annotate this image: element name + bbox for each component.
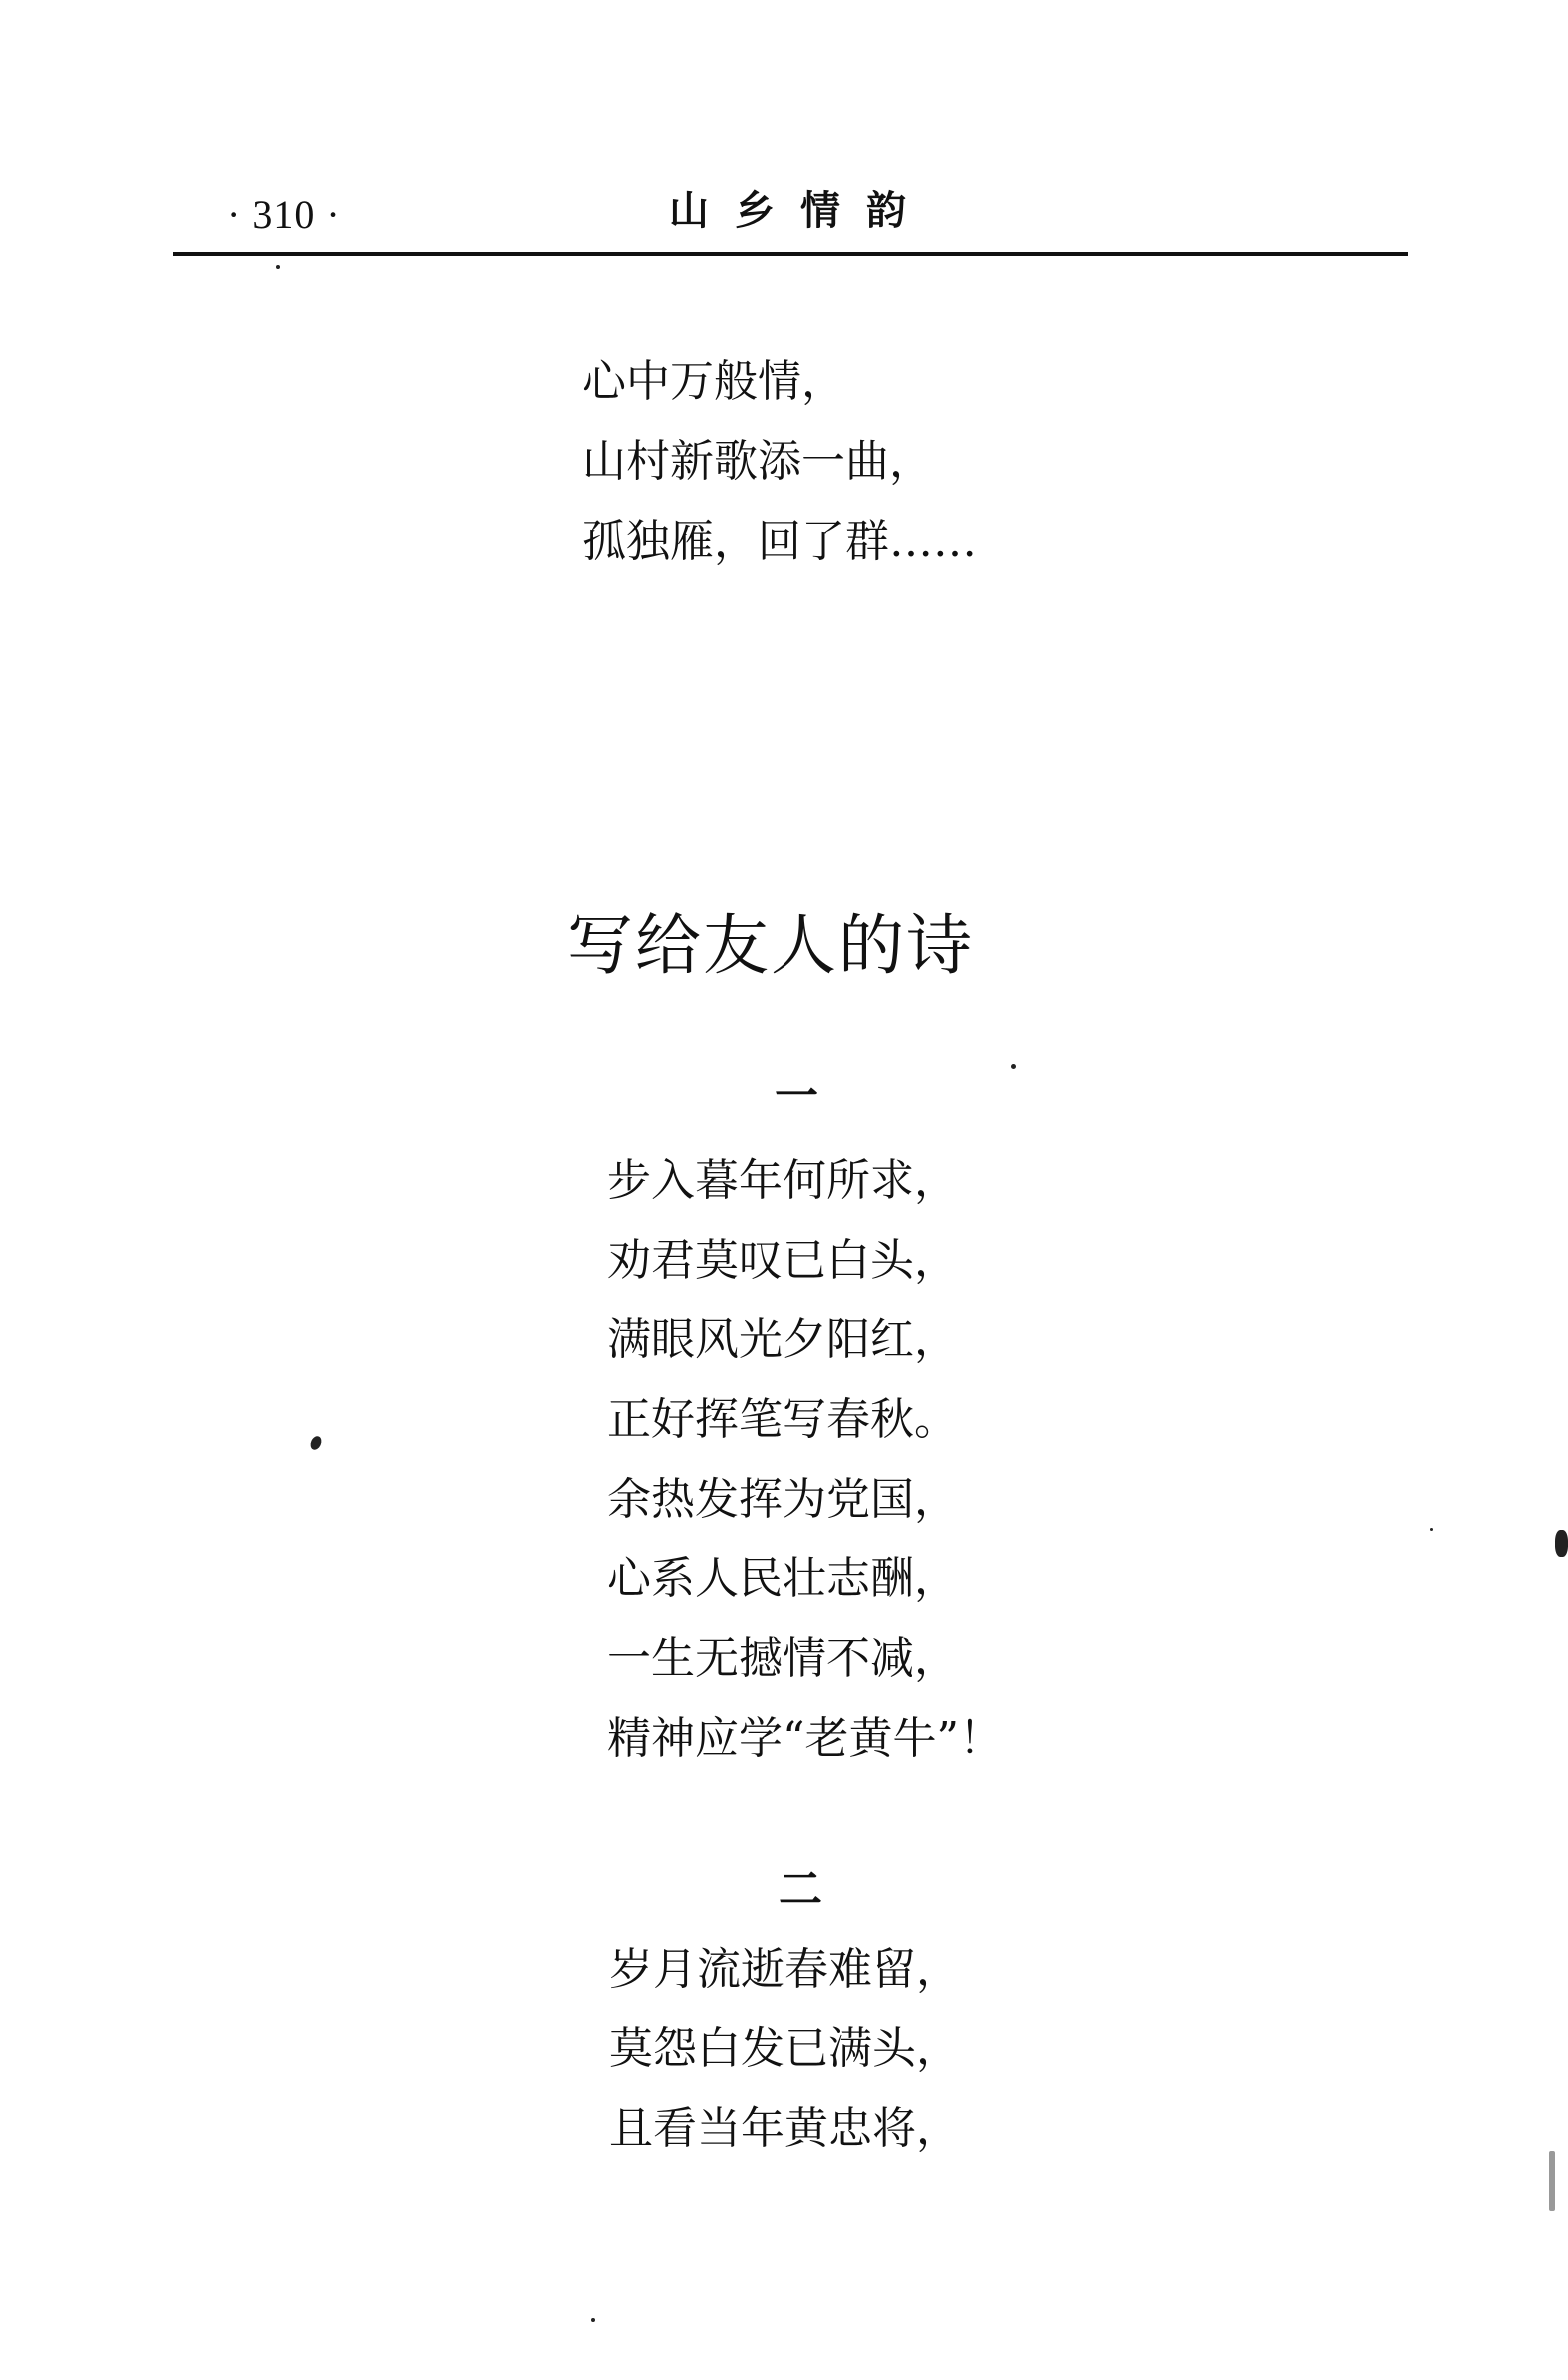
- verse-line: 步入暮年何所求，: [607, 1155, 958, 1206]
- page-number: · 310 ·: [227, 192, 340, 237]
- verse-line: 余热发挥为党国，: [607, 1474, 958, 1525]
- verse-line: 心系人民壮志酬，: [607, 1553, 958, 1604]
- scan-speck: [276, 265, 280, 269]
- verse-line: 且看当年黄忠将，: [609, 2103, 960, 2154]
- scan-speck: [1011, 1064, 1016, 1069]
- section-number: 二: [779, 1864, 822, 1915]
- verse-line: 一生无撼情不减，: [607, 1633, 958, 1684]
- verse-line: 岁月流逝春难留，: [609, 1944, 960, 1995]
- previous-poem-ending: [582, 343, 977, 582]
- section-number: 一: [775, 1071, 818, 1122]
- poem-section-two: [609, 1930, 960, 2169]
- verse-line: 孤独雁，回了群……: [582, 516, 977, 567]
- header-rule: [173, 252, 1408, 256]
- verse-line: 山村新歌添一曲，: [582, 436, 933, 487]
- running-header-title: 山乡情韵: [669, 187, 932, 234]
- scan-speck: [591, 2318, 595, 2322]
- scan-speck: [1555, 1530, 1568, 1557]
- scan-speck: [309, 1435, 324, 1452]
- verse-line: 莫怨白发已满头，: [609, 2023, 960, 2074]
- scan-speck: [1430, 1528, 1433, 1531]
- poem-title: 写给友人的诗: [567, 907, 974, 984]
- verse-line: 劝君莫叹已白头，: [607, 1235, 958, 1286]
- poem-section-one: [607, 1141, 1003, 1779]
- verse-line: 满眼风光夕阳红，: [607, 1314, 958, 1365]
- scan-speck: [1549, 2151, 1555, 2211]
- verse-line: 心中万般情，: [582, 357, 845, 407]
- verse-line: 正好挥笔写春秋。: [607, 1394, 958, 1445]
- verse-line: 精神应学“老黄牛”！: [607, 1713, 1003, 1764]
